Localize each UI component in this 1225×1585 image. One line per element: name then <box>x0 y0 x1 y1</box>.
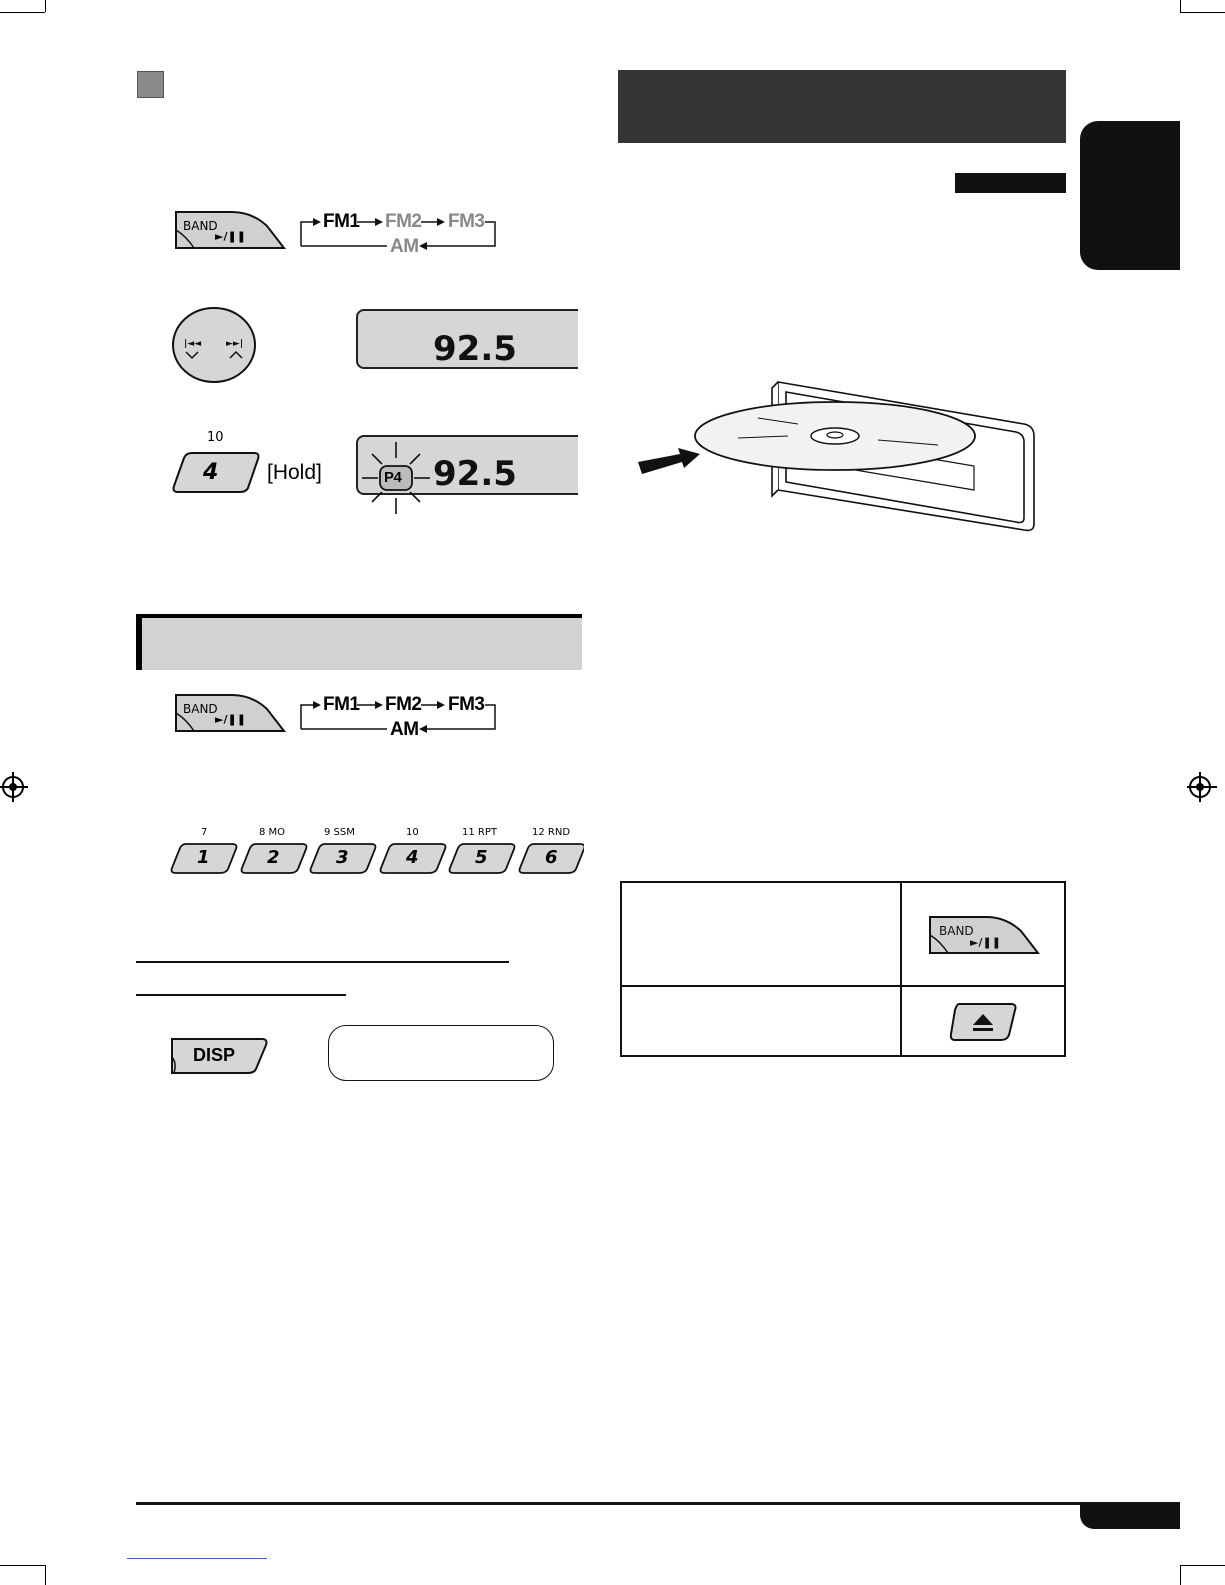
band-fm3: FM3 <box>448 211 485 232</box>
preset-sub-label: 9 SSM <box>324 827 355 838</box>
crop-mark <box>0 12 45 13</box>
control-table-cell-eject <box>621 986 901 1056</box>
preset-key-sub-label: 10 <box>207 430 224 445</box>
preset-4-number: 4 <box>203 460 219 485</box>
crop-mark <box>45 0 46 12</box>
black-label-bar <box>955 173 1066 193</box>
control-table <box>620 881 1066 1057</box>
band-fm3-2: FM3 <box>448 694 485 715</box>
control-table-cell-play-key <box>901 882 1065 986</box>
band-fm1-2: FM1 <box>323 694 360 715</box>
preset-5-button[interactable]: 5 <box>475 847 488 868</box>
divider-rule-short <box>136 994 346 996</box>
preset-1-button[interactable]: 1 <box>197 847 210 868</box>
preset-buttons-row <box>170 842 584 876</box>
section-title-banner <box>618 70 1066 143</box>
preset-sub-label: 7 <box>201 827 208 838</box>
preset-sub-label: 8 MO <box>259 827 286 838</box>
display-box <box>328 1025 554 1081</box>
band-play-button-label: BAND <box>939 924 975 938</box>
page-number-tab <box>1080 1505 1180 1529</box>
preset-sub-label: 11 RPT <box>462 827 497 838</box>
control-table-cell-play <box>621 882 901 986</box>
preset-sub-label: 10 <box>406 827 419 838</box>
registration-mark-left <box>0 770 30 804</box>
svg-text:|◄◄: |◄◄ <box>184 339 202 349</box>
crop-mark <box>1180 0 1181 12</box>
band-fm2-2: FM2 <box>385 694 422 715</box>
band-fm2: FM2 <box>385 211 422 232</box>
preset-6-button[interactable]: 6 <box>545 847 558 868</box>
eject-button[interactable] <box>949 1001 1019 1043</box>
crop-mark <box>45 1565 46 1585</box>
band-button-label: BAND <box>183 219 218 233</box>
band-fm1: FM1 <box>323 211 360 232</box>
band-am-2: AM <box>390 719 419 740</box>
svg-text:►►|: ►►| <box>226 339 244 349</box>
crop-mark <box>1180 12 1225 13</box>
preset-4-button-row[interactable]: 4 <box>406 847 419 868</box>
preset-3-button[interactable]: 3 <box>336 847 349 868</box>
play-pause-symbol-2: ►/❚❚ <box>215 713 246 726</box>
cd-insertion-illustration <box>638 378 1040 538</box>
play-pause-symbol: ►/❚❚ <box>215 230 246 243</box>
band-play-button-symbol: ►/❚❚ <box>970 936 1002 949</box>
band-button-2-label: BAND <box>183 702 218 716</box>
band-am: AM <box>390 236 419 257</box>
control-table-cell-eject-key <box>901 986 1065 1056</box>
section-bullet-square <box>137 71 164 98</box>
band-play-button[interactable] <box>926 913 1041 959</box>
section-banner <box>142 618 582 670</box>
crop-mark <box>0 1565 45 1566</box>
seek-dial[interactable] <box>170 306 260 386</box>
registration-mark-right <box>1185 770 1219 804</box>
crop-mark <box>1180 1565 1181 1585</box>
preset-sub-label: 12 RND <box>532 827 571 838</box>
hold-label: [Hold] <box>267 461 322 484</box>
footer-rule <box>136 1502 1180 1505</box>
disp-button-label: DISP <box>193 1045 236 1065</box>
crop-mark <box>1180 1565 1225 1566</box>
preset-2-button[interactable]: 2 <box>267 847 280 868</box>
lcd-frequency-preset: 92.5 <box>433 454 517 494</box>
language-tab <box>1080 121 1180 270</box>
divider-rule <box>136 961 509 963</box>
footer-link-line <box>127 1558 267 1559</box>
preset-indicator: P4 <box>384 469 402 486</box>
lcd-frequency: 92.5 <box>433 329 517 369</box>
